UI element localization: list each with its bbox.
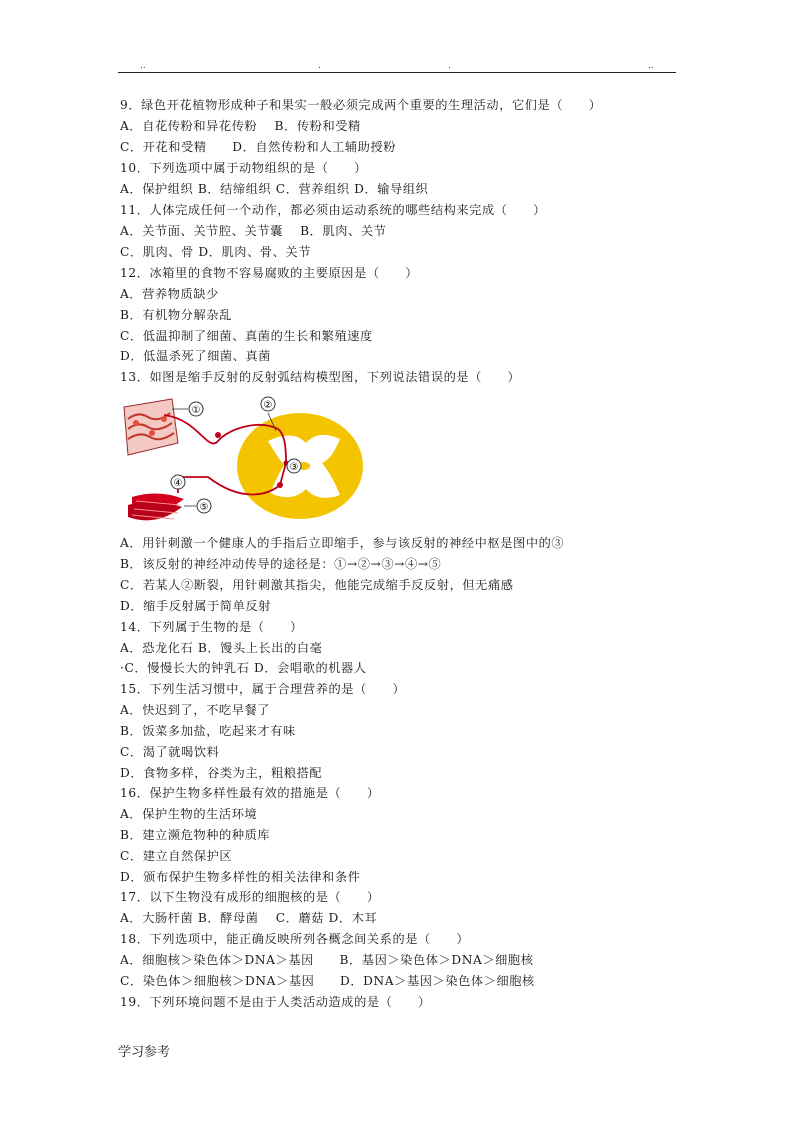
label-3	[287, 459, 301, 473]
question-9-option-line: A．自花传粉和异花传粉 B．传粉和受精	[120, 119, 361, 133]
header-dot: ..	[140, 61, 146, 71]
question-16-option-line: C．建立自然保护区	[120, 849, 233, 863]
question-10-option-line: A．保护组织 B．结缔组织 C．营养组织 D．输导组织	[120, 182, 429, 196]
question-13-option-line: B．该反射的神经冲动传导的途径是：①→②→③→④→⑤	[120, 557, 442, 571]
skin-receptor	[124, 399, 178, 455]
svg-text:①: ①	[191, 405, 201, 416]
header-dot: .	[318, 61, 321, 71]
question-13-option-line: C．若某人②断裂，用针刺激其指尖，他能完成缩手反反射，但无痛感	[120, 578, 514, 592]
label-1	[189, 402, 203, 416]
label-5	[197, 499, 211, 513]
question-15-option-line: D．食物多样，谷类为主，粗粮搭配	[120, 766, 323, 780]
question-18-option-line: A．细胞核＞染色体＞DNA＞基因 B．基因＞染色体＞DNA＞细胞核	[120, 953, 534, 967]
muscle-effector	[128, 493, 184, 520]
svg-text:④: ④	[173, 478, 183, 489]
label-4	[171, 475, 185, 489]
question-13-option-line: A．用针刺激一个健康人的手指后立即缩手，参与该反射的神经中枢是图中的③	[120, 536, 565, 550]
reflex-arc-figure	[118, 393, 368, 531]
svg-text:⑤: ⑤	[199, 502, 209, 513]
question-12-option-line: A．营养物质缺少	[120, 287, 219, 301]
question-9-option-line: C．开花和受精 D．自然传粉和人工辅助授粉	[120, 140, 397, 154]
question-16-option-line: A．保护生物的生活环境	[120, 807, 258, 821]
reflex-arc-diagram	[118, 393, 368, 531]
question-10-stem: 10．下列选项中属于动物组织的是（ ）	[120, 161, 367, 175]
question-16-option-line: B．建立濒危物种的种质库	[120, 828, 271, 842]
header-rule	[118, 72, 676, 73]
svg-text:②: ②	[263, 400, 273, 411]
question-15-option-line: C．渴了就喝饮料	[120, 745, 220, 759]
header-dot: ..	[648, 61, 654, 71]
question-9-stem: 9．绿色开花植物形成种子和果实一般必须完成两个重要的生理活动，它们是（ ）	[120, 98, 602, 112]
ganglion-dot	[215, 432, 221, 438]
header-dot: .	[448, 61, 451, 71]
page-footer: 学习参考	[118, 1045, 171, 1060]
question-12-option-line: C．低温抑制了细菌、真菌的生长和繁殖速度	[120, 329, 373, 343]
question-18-stem: 18．下列选项中，能正确反映所列各概念间关系的是（ ）	[120, 932, 470, 946]
question-11-option-line: A．关节面、关节腔、关节囊 B．肌肉、关节	[120, 224, 387, 238]
question-19-stem: 19．下列环境问题不是由于人类活动造成的是（ ）	[120, 995, 431, 1009]
question-14-option-line: ·C．慢慢长大的钟乳石 D．会唱歌的机器人	[120, 661, 367, 675]
question-13-stem: 13．如图是缩手反射的反射弧结构模型图，下列说法错误的是（ ）	[120, 370, 521, 384]
question-15-option-line: B．饭菜多加盐，吃起来才有味	[120, 724, 296, 738]
question-16-stem: 16．保护生物多样性最有效的措施是（ ）	[120, 786, 380, 800]
question-17-option-line: A．大肠杆菌 B．酵母菌 C．蘑菇 D．木耳	[120, 911, 378, 925]
question-14-option-line: A．恐龙化石 B．馒头上长出的白毫	[120, 641, 323, 655]
question-12-stem: 12．冰箱里的食物不容易腐败的主要原因是（ ）	[120, 266, 419, 280]
svg-text:③: ③	[289, 462, 299, 473]
question-15-option-line: A．快迟到了，不吃早餐了	[120, 703, 271, 717]
question-15-stem: 15．下列生活习惯中，属于合理营养的是（ ）	[120, 682, 406, 696]
question-14-stem: 14．下列属于生物的是（ ）	[120, 620, 303, 634]
question-12-option-line: D．低温杀死了细菌、真菌	[120, 349, 272, 363]
label-2	[261, 397, 275, 411]
question-18-option-line: C．染色体＞细胞核＞DNA＞基因 D．DNA＞基因＞染色体＞细胞核	[120, 974, 535, 988]
question-11-stem: 11．人体完成任何一个动作，都必须由运动系统的哪些结构来完成（ ）	[120, 203, 546, 217]
question-17-stem: 17．以下生物没有成形的细胞核的是（ ）	[120, 890, 380, 904]
question-13-option-line: D．缩手反射属于简单反射	[120, 599, 272, 613]
question-16-option-line: D．颁布保护生物多样性的相关法律和条件	[120, 870, 361, 884]
question-11-option-line: C．肌肉、骨 D．肌肉、骨、关节	[120, 245, 312, 259]
question-12-option-line: B．有机物分解杂乱	[120, 308, 232, 322]
